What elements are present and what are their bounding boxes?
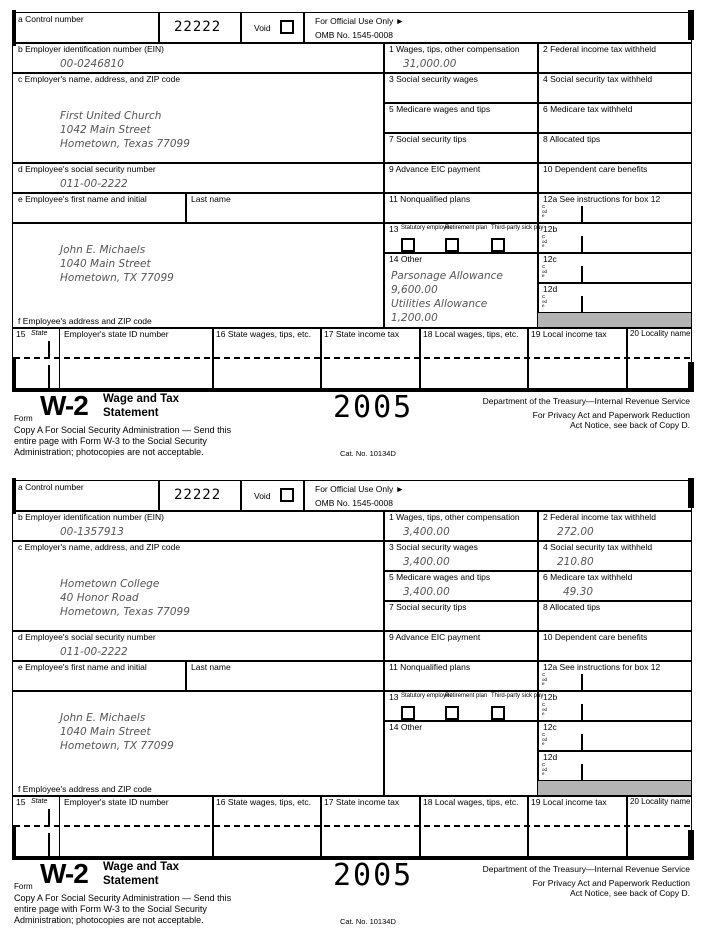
statutory-label: Statutory employee bbox=[401, 225, 453, 231]
box-15-label: 15 bbox=[16, 797, 26, 807]
retirement-label: Retirement plan bbox=[445, 693, 488, 699]
employer-label: c Employer's name, address, and ZIP code bbox=[18, 74, 181, 84]
box-4[interactable] bbox=[537, 540, 692, 572]
box-12c[interactable] bbox=[537, 252, 692, 284]
box-4[interactable] bbox=[537, 72, 692, 104]
department-label: Department of the Treasury—Internal Revenue Service bbox=[482, 396, 690, 406]
ein-value: 00-1357913 bbox=[60, 526, 124, 538]
box-4-value: 210.80 bbox=[557, 556, 594, 568]
box-9-label: 9 Advance EIC payment bbox=[389, 164, 481, 174]
box-11-label: 11 Nonqualified plans bbox=[389, 194, 471, 204]
control-number-label: a Control number bbox=[18, 14, 84, 24]
code-label: Code bbox=[542, 264, 548, 278]
box-13-label: 13 bbox=[389, 692, 399, 702]
employer-city: Hometown, Texas 77099 bbox=[60, 606, 190, 618]
box-12d-label: 12d bbox=[543, 284, 558, 294]
retirement-checkbox[interactable] bbox=[445, 706, 459, 720]
box-e-last-name[interactable] bbox=[185, 660, 385, 692]
box-10[interactable] bbox=[537, 162, 692, 194]
corner-mark bbox=[12, 357, 16, 392]
official-use-label: For Official Use Only ► bbox=[315, 16, 405, 26]
box-3[interactable] bbox=[383, 540, 539, 572]
w2-form bbox=[0, 12, 704, 472]
copy-a-line2: entire page with Form W-3 to the Social Security bbox=[14, 904, 207, 914]
box-17-label: 17 State income tax bbox=[324, 797, 400, 807]
code-divider bbox=[581, 296, 583, 312]
box-1-value: 3,400.00 bbox=[403, 526, 450, 538]
box-2[interactable] bbox=[537, 42, 692, 74]
box-10[interactable] bbox=[537, 630, 692, 662]
box-3-value: 3,400.00 bbox=[403, 556, 450, 568]
box-15-label: 15 bbox=[16, 329, 26, 339]
third-party-checkbox[interactable] bbox=[491, 238, 505, 252]
box-9-label: 9 Advance EIC payment bbox=[389, 632, 481, 642]
state-divider bbox=[48, 341, 50, 357]
box-1-value: 31,000.00 bbox=[403, 58, 457, 70]
void-checkbox[interactable] bbox=[280, 488, 294, 502]
code-label: Code bbox=[542, 234, 548, 248]
retirement-label: Retirement plan bbox=[445, 225, 488, 231]
code-label: Code bbox=[542, 702, 548, 716]
control-number-value: 22222 bbox=[174, 487, 222, 503]
void-cell bbox=[240, 12, 305, 44]
box-12a-label: 12a See instructions for box 12 bbox=[543, 194, 661, 204]
box-5[interactable] bbox=[383, 102, 539, 134]
control-number-cell[interactable] bbox=[158, 12, 242, 44]
box-14-label: 14 Other bbox=[389, 722, 423, 732]
copy-a-line2: entire page with Form W-3 to the Social Security bbox=[14, 436, 207, 446]
code-divider bbox=[581, 674, 583, 690]
box-12b-label: 12b bbox=[543, 224, 558, 234]
box-12d[interactable] bbox=[537, 750, 692, 782]
void-cell bbox=[240, 480, 305, 512]
state-label: State bbox=[31, 798, 48, 805]
code-divider bbox=[581, 764, 583, 780]
void-label: Void bbox=[254, 23, 271, 33]
copy-a-line3: Administration; photocopies are not acceptable. bbox=[14, 447, 204, 457]
box-12d[interactable] bbox=[537, 282, 692, 314]
box-e-last-name[interactable] bbox=[185, 192, 385, 224]
ssn-value: 011-00-2222 bbox=[60, 646, 128, 658]
employee-city: Hometown, TX 77099 bbox=[60, 740, 174, 752]
box-2[interactable] bbox=[537, 510, 692, 542]
box-1[interactable] bbox=[383, 42, 539, 74]
catalog-number: Cat. No. 10134D bbox=[340, 917, 396, 926]
control-number-label: a Control number bbox=[18, 482, 84, 492]
box-3-label: 3 Social security wages bbox=[389, 542, 478, 552]
control-number-value: 22222 bbox=[174, 19, 222, 35]
box-b-ein[interactable] bbox=[12, 510, 385, 542]
box-9[interactable] bbox=[383, 630, 539, 662]
box-f-employee-address[interactable] bbox=[12, 222, 385, 329]
box-6-label: 6 Medicare tax withheld bbox=[543, 572, 633, 582]
form-name: W-2 bbox=[40, 390, 88, 421]
box-20-label: 20 Locality name bbox=[630, 797, 691, 806]
retirement-checkbox[interactable] bbox=[445, 238, 459, 252]
ein-value: 00-0246810 bbox=[60, 58, 124, 70]
box-14-line: Utilities Allowance bbox=[391, 298, 488, 310]
form-title-line2: Statement bbox=[103, 407, 159, 419]
employer-city: Hometown, Texas 77099 bbox=[60, 138, 190, 150]
form-name: W-2 bbox=[40, 858, 88, 889]
box-7[interactable] bbox=[383, 600, 539, 632]
form-title-line1: Wage and Tax bbox=[103, 393, 180, 405]
box-17-label: 17 State income tax bbox=[324, 329, 400, 339]
box-e-first-name[interactable] bbox=[12, 660, 187, 692]
ssn-label: d Employee's social security number bbox=[18, 632, 156, 642]
copy-a-line1: Copy A For Social Security Administration — Send this bbox=[14, 893, 232, 903]
box-14-line: 1,200.00 bbox=[391, 312, 438, 324]
box-2-value: 272.00 bbox=[557, 526, 594, 538]
box-6-label: 6 Medicare tax withheld bbox=[543, 104, 633, 114]
box-20-label: 20 Locality name bbox=[630, 329, 691, 338]
box-8[interactable] bbox=[537, 132, 692, 164]
form-word: Form bbox=[14, 882, 33, 891]
statutory-label: Statutory employee bbox=[401, 693, 453, 699]
ssn-value: 011-00-2222 bbox=[60, 178, 128, 190]
box-1[interactable] bbox=[383, 510, 539, 542]
last-name-label: Last name bbox=[191, 662, 231, 672]
official-use-label: For Official Use Only ► bbox=[315, 484, 405, 494]
box-c-employer[interactable] bbox=[12, 72, 385, 164]
dashed-divider bbox=[14, 825, 690, 827]
corner-mark bbox=[688, 830, 694, 860]
box-12b-label: 12b bbox=[543, 692, 558, 702]
box-6[interactable] bbox=[537, 102, 692, 134]
box-14[interactable] bbox=[383, 720, 539, 797]
employer-name: First United Church bbox=[60, 110, 162, 122]
box-12a[interactable] bbox=[537, 660, 692, 692]
box-12c[interactable] bbox=[537, 720, 692, 752]
employee-name: John E. Michaels bbox=[60, 244, 146, 256]
box-4-label: 4 Social security tax withheld bbox=[543, 542, 653, 552]
tax-year: 2005 bbox=[333, 858, 414, 893]
omb-number: OMB No. 1545-0008 bbox=[315, 498, 393, 508]
box-13 bbox=[383, 222, 544, 254]
code-divider bbox=[581, 206, 583, 222]
third-party-checkbox[interactable] bbox=[491, 706, 505, 720]
privacy-notice-line2: Act Notice, see back of Copy D. bbox=[570, 888, 690, 898]
box-b-ein[interactable] bbox=[12, 42, 385, 74]
box-9[interactable] bbox=[383, 162, 539, 194]
box-11[interactable] bbox=[383, 192, 539, 224]
department-label: Department of the Treasury—Internal Revenue Service bbox=[482, 864, 690, 874]
employer-street: 1042 Main Street bbox=[60, 124, 151, 136]
box-13-label: 13 bbox=[389, 224, 399, 234]
box-16-label: 16 State wages, tips, etc. bbox=[216, 797, 311, 807]
box-13 bbox=[383, 690, 544, 722]
official-use-cell bbox=[303, 480, 692, 512]
statutory-checkbox[interactable] bbox=[401, 706, 415, 720]
box-8[interactable] bbox=[537, 600, 692, 632]
box-16-label: 16 State wages, tips, etc. bbox=[216, 329, 311, 339]
employee-street: 1040 Main Street bbox=[60, 258, 151, 270]
box-10-label: 10 Dependent care benefits bbox=[543, 632, 648, 642]
box-12a[interactable] bbox=[537, 192, 692, 224]
employer-name: Hometown College bbox=[60, 578, 160, 590]
box-a-control-number bbox=[12, 12, 160, 44]
box-14[interactable] bbox=[383, 252, 539, 329]
state-divider bbox=[48, 809, 50, 825]
box-2-label: 2 Federal income tax withheld bbox=[543, 44, 656, 54]
box-a-control-number bbox=[12, 480, 160, 512]
employer-street: 40 Honor Road bbox=[60, 592, 139, 604]
employee-name: John E. Michaels bbox=[60, 712, 146, 724]
statutory-checkbox[interactable] bbox=[401, 238, 415, 252]
box-14-line: Parsonage Allowance bbox=[391, 270, 503, 282]
code-divider bbox=[581, 704, 583, 720]
box-7-label: 7 Social security tips bbox=[389, 602, 467, 612]
privacy-notice-line1: For Privacy Act and Paperwork Reduction bbox=[532, 410, 690, 420]
form-word: Form bbox=[14, 414, 33, 423]
box-1-label: 1 Wages, tips, other compensation bbox=[389, 44, 520, 54]
box-11-label: 11 Nonqualified plans bbox=[389, 662, 471, 672]
control-number-cell[interactable] bbox=[158, 480, 242, 512]
box-10-label: 10 Dependent care benefits bbox=[543, 164, 648, 174]
box-f-employee-address[interactable] bbox=[12, 690, 385, 797]
box-5-label: 5 Medicare wages and tips bbox=[389, 572, 491, 582]
box-8-label: 8 Allocated tips bbox=[543, 602, 601, 612]
void-label: Void bbox=[254, 491, 271, 501]
first-name-label: e Employee's first name and initial bbox=[18, 662, 147, 672]
corner-mark bbox=[12, 825, 16, 860]
box-12c-label: 12c bbox=[543, 254, 557, 264]
box-18-label: 18 Local wages, tips, etc. bbox=[423, 797, 519, 807]
state-divider bbox=[48, 365, 50, 389]
box-5-label: 5 Medicare wages and tips bbox=[389, 104, 491, 114]
box-3[interactable] bbox=[383, 72, 539, 104]
state-label: State bbox=[31, 330, 48, 337]
copy-a-line1: Copy A For Social Security Administration — Send this bbox=[14, 425, 232, 435]
box-14-line: 9,600.00 bbox=[391, 284, 438, 296]
box-19-label: 19 Local income tax bbox=[531, 797, 607, 807]
third-party-label: Third-party sick pay bbox=[491, 225, 544, 231]
box-5-value: 3,400.00 bbox=[403, 586, 450, 598]
box-c-employer[interactable] bbox=[12, 540, 385, 632]
box-2-label: 2 Federal income tax withheld bbox=[543, 512, 656, 522]
box-e-first-name[interactable] bbox=[12, 192, 187, 224]
code-divider bbox=[581, 266, 583, 282]
code-label: Code bbox=[542, 672, 548, 686]
box-12a-label: 12a See instructions for box 12 bbox=[543, 662, 661, 672]
code-label: Code bbox=[542, 762, 548, 776]
form-title-line1: Wage and Tax bbox=[103, 861, 180, 873]
box-12b[interactable] bbox=[537, 222, 692, 254]
box-7-label: 7 Social security tips bbox=[389, 134, 467, 144]
box-14-label: 14 Other bbox=[389, 254, 423, 264]
privacy-notice-line1: For Privacy Act and Paperwork Reduction bbox=[532, 878, 690, 888]
box-18-label: 18 Local wages, tips, etc. bbox=[423, 329, 519, 339]
copy-a-line3: Administration; photocopies are not acceptable. bbox=[14, 915, 204, 925]
dashed-divider bbox=[12, 690, 385, 692]
ein-label: b Employer identification number (EIN) bbox=[18, 44, 164, 54]
ein-label: b Employer identification number (EIN) bbox=[18, 512, 164, 522]
state-id-label: Employer's state ID number bbox=[64, 329, 169, 339]
tax-year: 2005 bbox=[333, 390, 414, 425]
box-3-label: 3 Social security wages bbox=[389, 74, 478, 84]
employee-street: 1040 Main Street bbox=[60, 726, 151, 738]
box-5[interactable] bbox=[383, 570, 539, 602]
last-name-label: Last name bbox=[191, 194, 231, 204]
first-name-label: e Employee's first name and initial bbox=[18, 194, 147, 204]
state-id-label: Employer's state ID number bbox=[64, 797, 169, 807]
state-divider bbox=[48, 833, 50, 857]
dashed-divider bbox=[14, 357, 690, 359]
third-party-label: Third-party sick pay bbox=[491, 693, 544, 699]
box-4-label: 4 Social security tax withheld bbox=[543, 74, 653, 84]
box-12d-label: 12d bbox=[543, 752, 558, 762]
catalog-number: Cat. No. 10134D bbox=[340, 449, 396, 458]
official-use-cell bbox=[303, 12, 692, 44]
ssn-label: d Employee's social security number bbox=[18, 164, 156, 174]
box-6[interactable] bbox=[537, 570, 692, 602]
employee-city: Hometown, TX 77099 bbox=[60, 272, 174, 284]
omb-number: OMB No. 1545-0008 bbox=[315, 30, 393, 40]
box-11[interactable] bbox=[383, 660, 539, 692]
employee-address-label: f Employee's address and ZIP code bbox=[18, 784, 152, 794]
privacy-notice-line2: Act Notice, see back of Copy D. bbox=[570, 420, 690, 430]
box-7[interactable] bbox=[383, 132, 539, 164]
employer-label: c Employer's name, address, and ZIP code bbox=[18, 542, 181, 552]
box-8-label: 8 Allocated tips bbox=[543, 134, 601, 144]
box-6-value: 49.30 bbox=[563, 586, 594, 598]
box-19-label: 19 Local income tax bbox=[531, 329, 607, 339]
w2-form bbox=[0, 480, 704, 930]
void-checkbox[interactable] bbox=[280, 20, 294, 34]
box-12c-label: 12c bbox=[543, 722, 557, 732]
employee-address-label: f Employee's address and ZIP code bbox=[18, 316, 152, 326]
code-divider bbox=[581, 734, 583, 750]
corner-mark bbox=[688, 362, 694, 392]
box-d-ssn[interactable] bbox=[12, 630, 385, 662]
code-label: Code bbox=[542, 294, 548, 308]
form-title-line2: Statement bbox=[103, 875, 159, 887]
code-label: Code bbox=[542, 204, 548, 218]
code-label: Code bbox=[542, 732, 548, 746]
box-1-label: 1 Wages, tips, other compensation bbox=[389, 512, 520, 522]
box-d-ssn[interactable] bbox=[12, 162, 385, 194]
box-12b[interactable] bbox=[537, 690, 692, 722]
code-divider bbox=[581, 236, 583, 252]
dashed-divider bbox=[12, 222, 385, 224]
